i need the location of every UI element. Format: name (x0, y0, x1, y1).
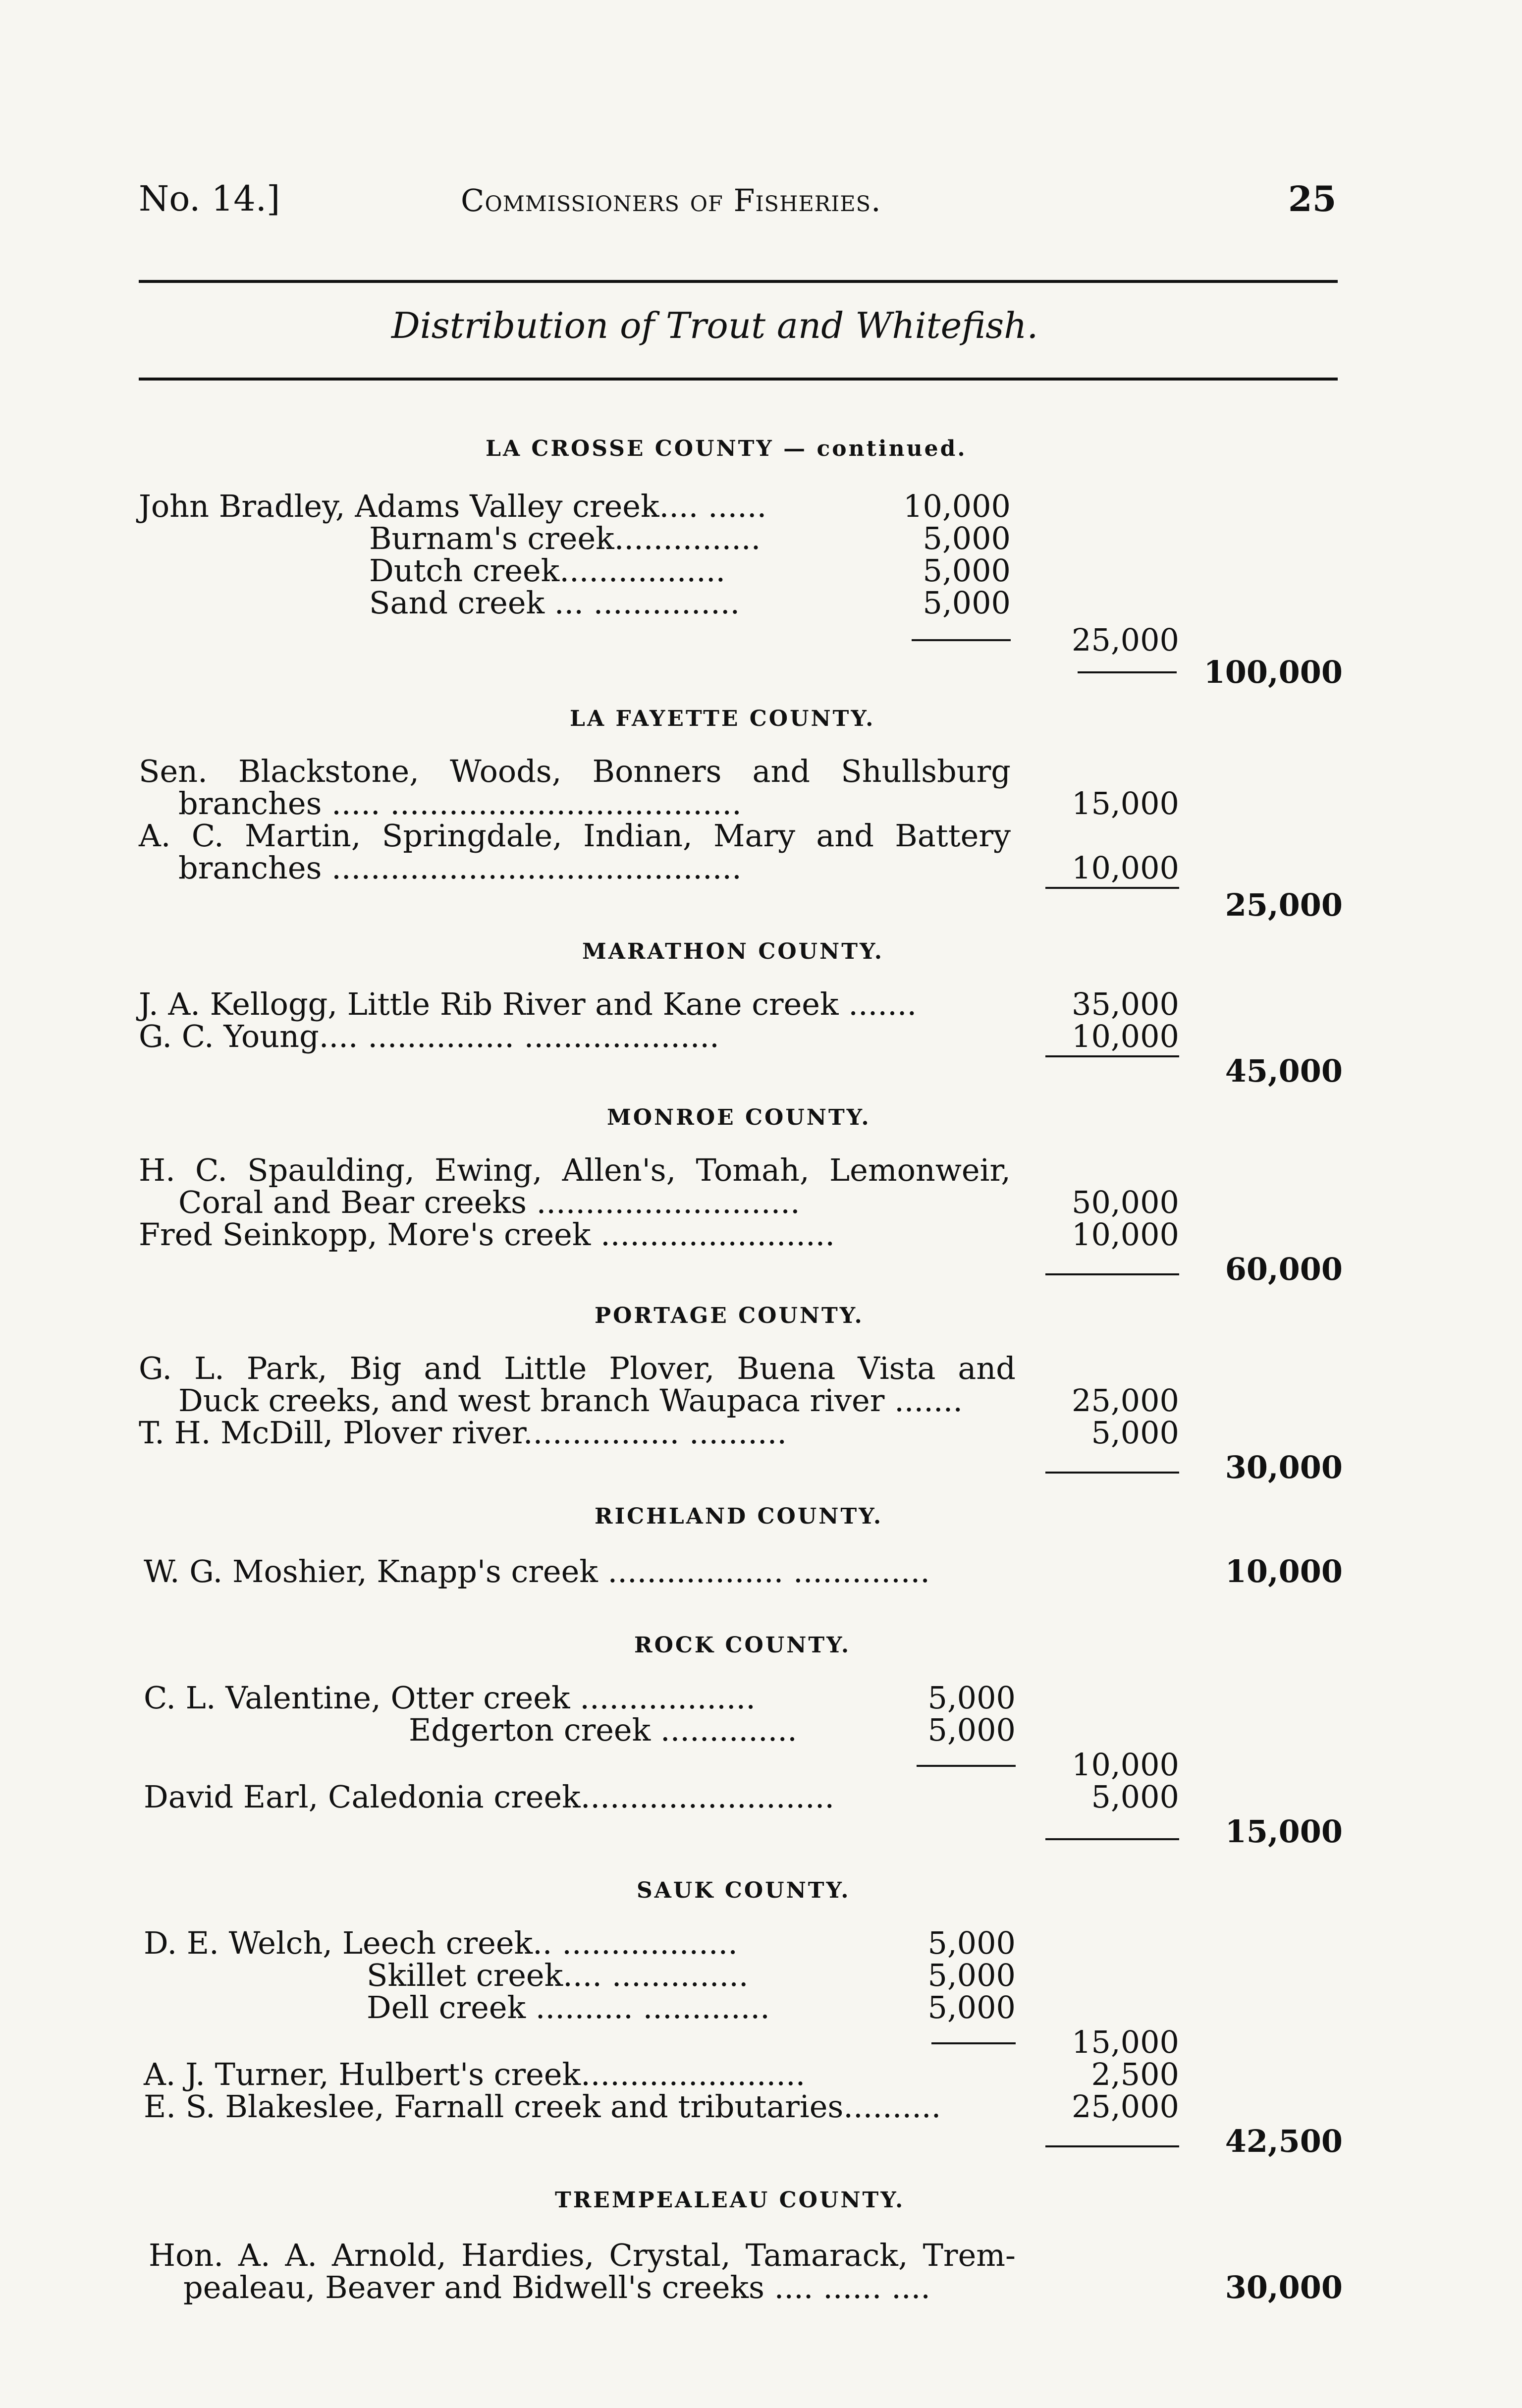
entry-text: Hon. A. A. Arnold, Hardies, Crystal, Tamarack, Trem- (149, 2237, 1016, 2273)
entry-amount: 5,000 (923, 585, 1011, 621)
entry-text: pealeau, Beaver and Bidwell's creeks .... ...... .... (183, 2269, 930, 2305)
entry-text: J. A. Kellogg, Little Rib River and Kane creek ....... (139, 986, 917, 1022)
county-heading: SAUK COUNTY. (637, 1878, 851, 1903)
entry-amount: 5,000 (1091, 1779, 1179, 1815)
entry-amount: 5,000 (927, 1712, 1016, 1748)
entry-text: Dell creek .......... ............. (367, 1989, 770, 2025)
entry-amount: 5,000 (927, 1989, 1016, 2025)
title-rule (139, 378, 1338, 381)
sum-rule (1045, 1838, 1179, 1840)
county-heading: LA FAYETTE COUNTY. (570, 706, 875, 731)
entry-text: D. E. Welch, Leech creek.. .................. (144, 1925, 738, 1961)
entry-text: Duck creeks, and west branch Waupaca river ....... (178, 1382, 963, 1419)
sum-rule (931, 2042, 1016, 2044)
entry-amount: 35,000 (1072, 986, 1179, 1022)
subtotal-amount: 15,000 (1072, 2024, 1179, 2060)
entry-amount: 5,000 (927, 1957, 1016, 1993)
sum-rule (1078, 671, 1177, 673)
entry-text: branches ..... .................................... (178, 785, 742, 821)
county-total: 60,000 (1225, 1251, 1343, 1287)
entry-amount: 25,000 (1072, 2088, 1179, 2125)
entry-amount: 5,000 (927, 1925, 1016, 1961)
county-total: 15,000 (1225, 1813, 1343, 1850)
entry-text: Fred Seinkopp, More's creek ........................ (139, 1216, 835, 1253)
entry-text: Burnam's creek............... (369, 520, 761, 556)
entry-text: W. G. Moshier, Knapp's creek .................. .............. (144, 1553, 930, 1589)
entry-text: G. L. Park, Big and Little Plover, Buena Vista and (139, 1350, 1016, 1386)
county-total: 42,500 (1225, 2123, 1343, 2159)
entry-text: C. L. Valentine, Otter creek .................. (144, 1680, 756, 1716)
county-total: 10,000 (1225, 1553, 1343, 1589)
entry-text: H. C. Spaulding, Ewing, Allen's, Tomah, Lemonweir, (139, 1152, 1011, 1188)
subtotal-amount: 25,000 (1072, 622, 1179, 658)
entry-amount: 10,000 (903, 488, 1011, 524)
county-total: 45,000 (1225, 1053, 1343, 1089)
county-total: 30,000 (1225, 1449, 1343, 1485)
entry-text: G. C. Young.... ............... .................... (139, 1018, 719, 1054)
entry-text: Sen. Blackstone, Woods, Bonners and Shullsburg (139, 753, 1011, 789)
entry-text: T. H. McDill, Plover river................ .......... (139, 1415, 787, 1451)
sum-rule (1045, 887, 1179, 889)
county-total: 25,000 (1225, 887, 1343, 923)
entry-amount: 10,000 (1072, 1018, 1179, 1054)
header-left: No. 14.] (139, 178, 280, 219)
entry-text: Edgerton creek .............. (409, 1712, 797, 1748)
sum-rule (1045, 1055, 1179, 1057)
entry-text: A. C. Martin, Springdale, Indian, Mary and Battery (139, 818, 1011, 854)
entry-text: A. J. Turner, Hulbert's creek....................... (144, 2056, 806, 2092)
entry-amount: 5,000 (923, 552, 1011, 589)
entry-text: Coral and Bear creeks ........................... (178, 1184, 800, 1220)
subtotal-amount: 10,000 (1072, 1747, 1179, 1783)
entry-amount: 5,000 (923, 520, 1011, 556)
header-center: Commissioners of Fisheries. (461, 182, 881, 219)
entry-text: Dutch creek................. (369, 552, 726, 589)
county-heading: LA CROSSE COUNTY — continued. (486, 436, 967, 461)
sum-rule (917, 1765, 1016, 1767)
county-heading: ROCK COUNTY. (634, 1633, 851, 1658)
entry-text: John Bradley, Adams Valley creek.... ...... (139, 488, 767, 524)
county-total: 100,000 (1203, 654, 1343, 690)
top-rule (139, 280, 1338, 283)
page-number: 25 (1288, 178, 1337, 219)
county-heading: TREMPEALEAU COUNTY. (555, 2188, 905, 2213)
entry-amount: 5,000 (1091, 1415, 1179, 1451)
county-heading: MONROE COUNTY. (607, 1105, 871, 1130)
entry-amount: 50,000 (1072, 1184, 1179, 1220)
entry-amount: 25,000 (1072, 1382, 1179, 1419)
entry-text: Sand creek ... ............... (369, 585, 740, 621)
entry-amount: 2,500 (1091, 2056, 1179, 2092)
county-heading: PORTAGE COUNTY. (595, 1303, 864, 1328)
county-heading: MARATHON COUNTY. (582, 939, 884, 964)
entry-amount: 5,000 (927, 1680, 1016, 1716)
page-title: Distribution of Trout and Whitefish. (391, 305, 1038, 346)
sum-rule (1045, 2145, 1179, 2147)
county-total: 30,000 (1225, 2269, 1343, 2305)
entry-text: E. S. Blakeslee, Farnall creek and tributaries.......... (144, 2088, 941, 2125)
entry-amount: 10,000 (1072, 850, 1179, 886)
sum-rule (1045, 1472, 1179, 1474)
sum-rule (1045, 1273, 1179, 1275)
entry-text: branches .......................................... (178, 850, 742, 886)
county-heading: RICHLAND COUNTY. (595, 1504, 883, 1529)
entry-amount: 10,000 (1072, 1216, 1179, 1253)
entry-text: David Earl, Caledonia creek.......................... (144, 1779, 835, 1815)
entry-amount: 15,000 (1072, 785, 1179, 821)
entry-text: Skillet creek.... .............. (367, 1957, 749, 1993)
sum-rule (912, 639, 1011, 641)
